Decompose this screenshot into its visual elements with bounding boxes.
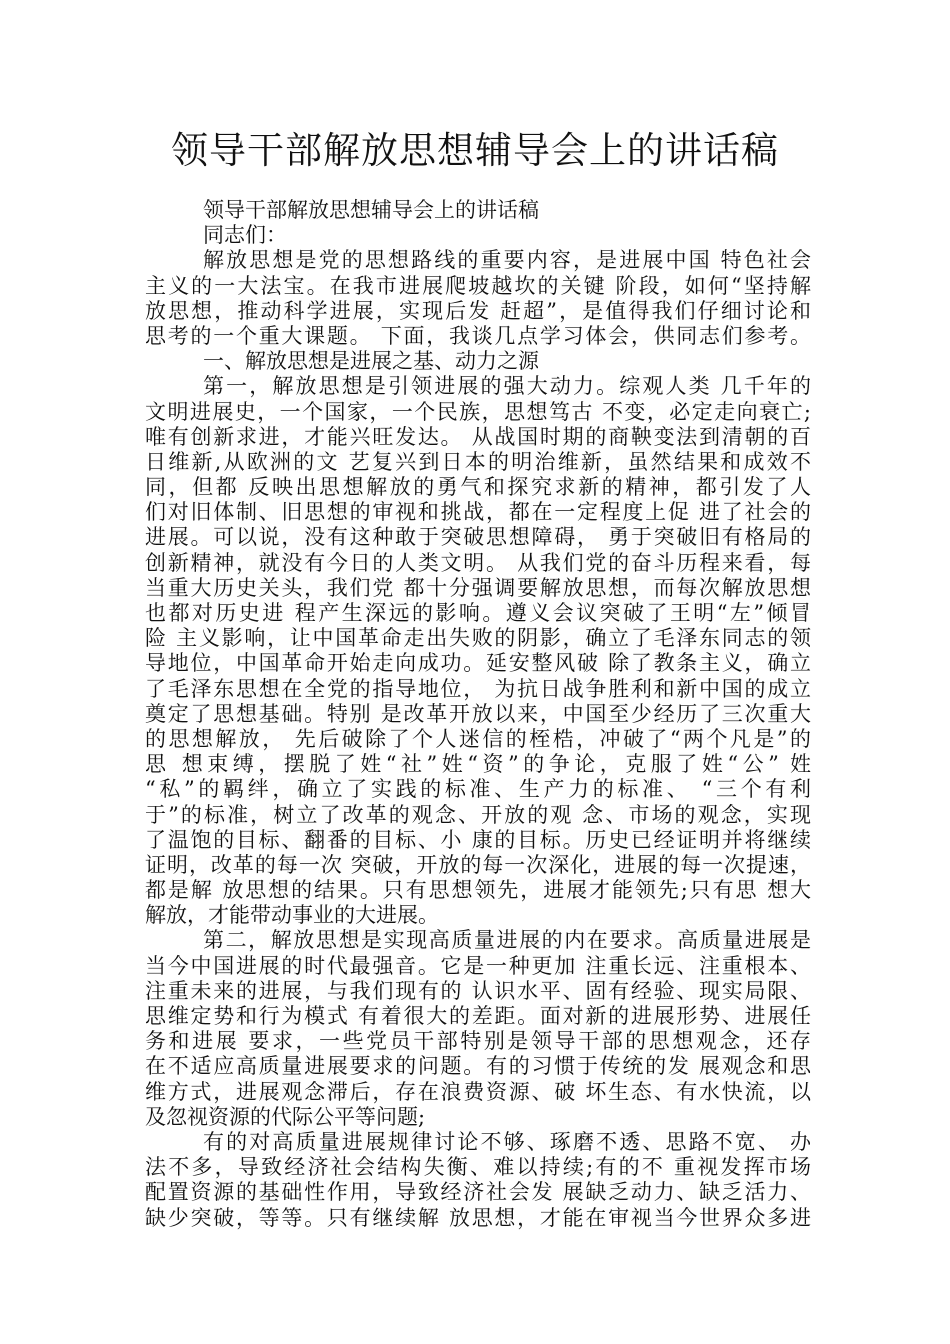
text-line: 法不多，导致经济社会结构失衡、难以持续;有的不 重视发挥市场	[145, 1155, 811, 1180]
text-line: “私”的羁绊，确立了实践的标准、生产力的标准、 “三个有利	[145, 777, 811, 802]
text-line: 务和进展 要求，一些党员干部特别是领导干部的思想观念，还存	[145, 1029, 811, 1054]
text-line: 了温饱的目标、翻番的目标、小 康的目标。历史已经证明并将继续	[145, 827, 811, 852]
text-line: 导地位，中国革命开始走向成功。延安整风破 除了教条主义，确立	[145, 651, 811, 676]
text-line: 同，但都 反映出思想解放的勇气和探究求新的精神，都引发了人	[145, 475, 811, 500]
text-line: 险 主义影响，让中国革命走出失败的阴影，确立了毛泽东同志的领	[145, 626, 811, 651]
text-line: 解放，才能带动事业的大进展。	[145, 903, 439, 928]
text-line: 放思想，推动科学进展，实现后发 赶超”，是值得我们仔细讨论和	[145, 298, 811, 323]
text-line: 领导干部解放思想辅导会上的讲话稿	[203, 198, 539, 222]
text-line: 思考的一个重大课题。 下面，我谈几点学习体会，供同志们参考。	[145, 323, 811, 348]
text-line: 有的对高质量进展规律讨论不够、琢磨不透、思路不宽、 办	[203, 1129, 811, 1154]
text-line: 创新精神，就没有今日的人类文明。 从我们党的奋斗历程来看，每	[145, 550, 811, 575]
text-line: 了毛泽东思想在全党的指导地位， 为抗日战争胜利和新中国的成立	[145, 676, 811, 701]
text-line: 日维新,从欧洲的文 艺复兴到日本的明治维新，虽然结果和成效不	[145, 449, 811, 474]
text-line: 于”的标准，树立了改革的观念、开放的观 念、市场的观念，实现	[145, 802, 811, 827]
text-line: 及忽视资源的代际公平等问题;	[145, 1104, 426, 1129]
text-line: 第一，解放思想是引领进展的强大动力。综观人类 几千年的	[203, 374, 811, 399]
text-line: 当今中国进展的时代最强音。它是一种更加 注重长远、注重根本、	[145, 953, 811, 978]
text-line: 思维定势和行为模式 有着很大的差距。面对新的进展形势、进展任	[145, 1004, 811, 1028]
text-line: 证明，改革的每一次 突破，开放的每一次深化，进展的每一次提速，	[145, 852, 811, 877]
text-line: 思 想束缚，摆脱了姓“社”姓“资”的争论，克服了姓“公” 姓	[145, 752, 811, 777]
text-line: 主义的一大法宝。在我市进展爬坡越坎的关键 阶段，如何“坚持解	[145, 273, 811, 298]
text-line: 也都对历史进 程产生深远的影响。遵义会议突破了王明“左”倾冒	[145, 601, 811, 625]
text-line: 配置资源的基础性作用，导致经济社会发 展缺乏动力、缺乏活力、	[145, 1180, 811, 1205]
section-heading: 一、解放思想是进展之基、动力之源	[203, 349, 539, 374]
text-line: 唯有创新求进，才能兴旺发达。 从战国时期的商鞅变法到清朝的百	[145, 424, 811, 449]
text-line: 解放思想是党的思想路线的重要内容，是进展中国 特色社会	[203, 248, 811, 273]
text-line: 第二，解放思想是实现高质量进展的内在要求。高质量进展是	[203, 928, 811, 953]
document-title: 领导干部解放思想辅导会上的讲话稿	[171, 129, 779, 172]
document-body	[145, 198, 811, 1231]
text-line: 都是解 放思想的结果。只有思想领先，进展才能领先;只有思 想大	[145, 878, 811, 903]
text-line: 文明进展史，一个国家，一个民族，思想笃古 不变，必定走向衰亡;	[145, 399, 811, 424]
text-line: 的思想解放， 先后破除了个人迷信的桎梏，冲破了“两个凡是”的	[145, 726, 811, 751]
text-line: 维方式，进展观念滞后，存在浪费资源、破 坏生态、有水快流，以	[145, 1079, 811, 1104]
text-line: 奠定了思想基础。特别 是改革开放以来，中国至少经历了三次重大	[145, 701, 811, 726]
text-line: 注重未来的进展，与我们现有的 认识水平、固有经验、现实局限、	[145, 978, 811, 1003]
text-line: 同志们：	[203, 223, 287, 248]
text-line: 在不适应高质量进展要求的问题。有的习惯于传统的发 展观念和思	[145, 1054, 811, 1079]
text-line: 当重大历史关头，我们党 都十分强调要解放思想，而每次解放思想	[145, 575, 811, 600]
text-line: 缺少突破，等等。只有继续解 放思想，才能在审视当今世界众多进	[145, 1205, 811, 1230]
text-line: 们对旧体制、旧思想的审视和挑战，都在一定程度上促 进了社会的	[145, 500, 811, 525]
text-line: 进展。可以说，没有这种敢于突破思想障碍， 勇于突破旧有格局的	[145, 525, 811, 550]
